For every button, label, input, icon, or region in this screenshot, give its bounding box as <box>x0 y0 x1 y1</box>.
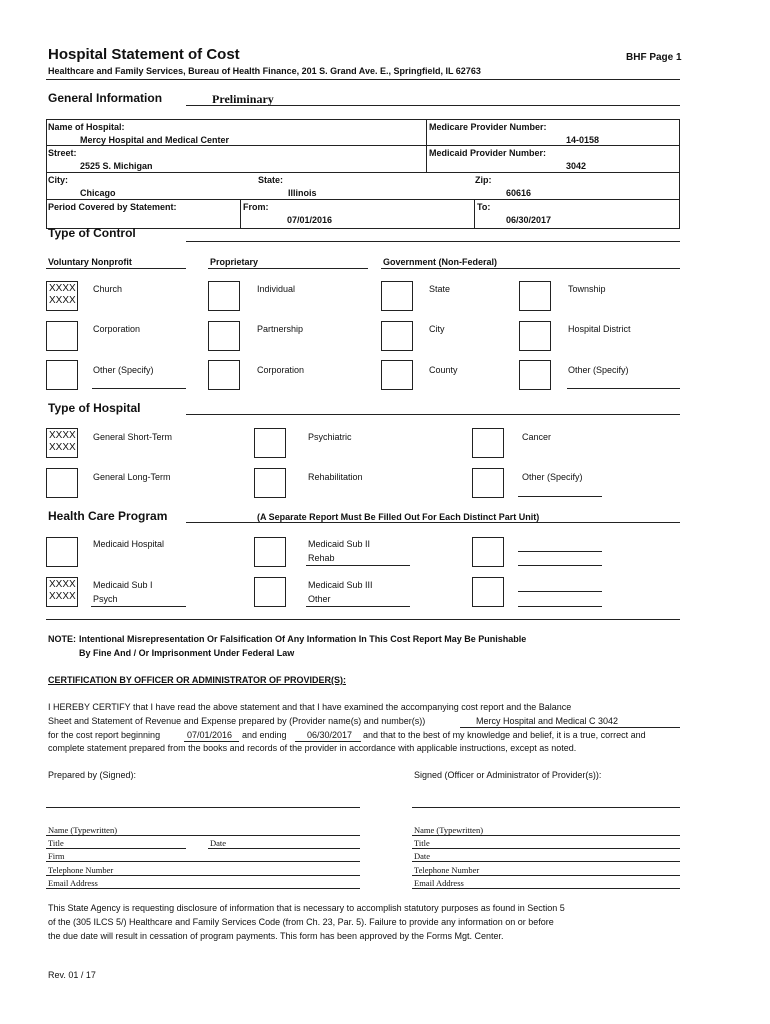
left-name-label: Name (Typewritten) <box>48 825 118 835</box>
city-value[interactable]: Chicago <box>80 188 116 198</box>
option-individual: Individual <box>257 284 296 294</box>
checkbox-program-blank-2[interactable] <box>472 577 504 607</box>
other-specify-line[interactable] <box>567 388 680 389</box>
header-rule <box>46 79 680 80</box>
option-partnership: Partnership <box>257 324 304 334</box>
cert-line-4: complete statement prepared from the books and records of the provider in accordance with applicable instructions, except as noted. <box>48 743 577 753</box>
option-general-long-term: General Long-Term <box>93 472 171 482</box>
checkbox-other-government[interactable] <box>519 360 551 390</box>
option-state: State <box>429 284 451 294</box>
checkbox-church[interactable] <box>46 281 78 311</box>
checkbox-individual[interactable] <box>208 281 240 311</box>
check-mark: XXXX <box>49 430 76 441</box>
medicaid-label: Medicaid Provider Number: <box>429 148 547 158</box>
proprietary-label: Proprietary <box>210 257 259 267</box>
medicaid-sub-i-value[interactable]: Psych <box>93 594 118 604</box>
revision-label: Rev. 01 / 17 <box>48 970 96 980</box>
cert-line-3c: and that to the best of my knowledge and belief, it is a true, correct and <box>363 730 646 740</box>
option-church: Church <box>93 284 123 294</box>
right-name-label: Name (Typewritten) <box>414 825 484 835</box>
general-info-rule <box>186 105 680 106</box>
note-label: NOTE: <box>48 634 76 644</box>
program-blank-line[interactable] <box>518 591 602 592</box>
checkbox-psychiatric[interactable] <box>254 428 286 458</box>
left-date-line[interactable] <box>208 848 360 849</box>
checkbox-general-short-term[interactable] <box>46 428 78 458</box>
other-specify-line[interactable] <box>518 496 602 497</box>
city-label: City: <box>48 175 68 185</box>
checkbox-medicaid-hospital[interactable] <box>46 537 78 567</box>
right-date-label: Date <box>414 851 431 861</box>
provider-name-field[interactable]: Mercy Hospital and Medical C 3042 <box>476 716 619 726</box>
left-firm-line[interactable] <box>46 861 360 862</box>
right-title-line[interactable] <box>412 848 680 849</box>
right-name-line[interactable] <box>412 835 680 836</box>
type-of-control-rule <box>186 241 680 242</box>
left-email-line[interactable] <box>46 888 360 889</box>
checkbox-cancer[interactable] <box>472 428 504 458</box>
note-line-1: Intentional Misrepresentation Or Falsification Of Any Information In This Cost Report May Be Punishable <box>79 634 527 644</box>
checkbox-rehabilitation[interactable] <box>254 468 286 498</box>
right-phone-label: Telephone Number <box>414 865 480 875</box>
hospital-name-label: Name of Hospital: <box>48 122 125 132</box>
right-date-line[interactable] <box>412 861 680 862</box>
general-info-heading: General Information <box>48 91 163 105</box>
left-firm-label: Firm <box>48 851 65 861</box>
form-title: Hospital Statement of Cost <box>48 46 240 63</box>
to-date[interactable]: 06/30/2017 <box>506 215 552 225</box>
left-title-line[interactable] <box>46 848 186 849</box>
checkbox-medicaid-sub-iii[interactable] <box>254 577 286 607</box>
option-psychiatric: Psychiatric <box>308 432 352 442</box>
left-email-label: Email Address <box>48 878 98 888</box>
right-email-line[interactable] <box>412 888 680 889</box>
checkbox-other-hospital[interactable] <box>472 468 504 498</box>
zip-value[interactable]: 60616 <box>506 188 532 198</box>
medicaid-sub-iii-value[interactable]: Other <box>308 594 331 604</box>
voluntary-nonprofit-label: Voluntary Nonprofit <box>48 257 132 267</box>
option-corporation-nonprofit: Corporation <box>93 324 141 334</box>
end-date-field[interactable]: 06/30/2017 <box>307 730 353 740</box>
checkbox-state[interactable] <box>381 281 413 311</box>
medicare-number[interactable]: 14-0158 <box>566 135 600 145</box>
check-mark: XXXX <box>49 295 76 306</box>
other-specify-line[interactable] <box>92 388 186 389</box>
left-phone-line[interactable] <box>46 875 360 876</box>
checkbox-hospital-district[interactable] <box>519 321 551 351</box>
form-subtitle: Healthcare and Family Services, Bureau of Health Finance, 201 S. Grand Ave. E., Springfield, IL 62763 <box>48 66 481 76</box>
period-label: Period Covered by Statement: <box>48 202 177 212</box>
cert-line-3a: for the cost report beginning <box>48 730 161 740</box>
section-divider <box>46 619 680 620</box>
left-title-label: Title <box>48 838 64 848</box>
program-blank-line[interactable] <box>518 551 602 552</box>
medicaid-number[interactable]: 3042 <box>566 161 587 171</box>
option-other-nonprofit: Other (Specify) <box>93 365 154 375</box>
option-city: City <box>429 324 445 334</box>
right-title-label: Title <box>414 838 430 848</box>
government-label: Government (Non-Federal) <box>383 257 498 267</box>
type-of-hospital-rule <box>186 414 680 415</box>
left-name-line[interactable] <box>46 835 360 836</box>
option-corporation-proprietary: Corporation <box>257 365 305 375</box>
option-medicaid-hospital: Medicaid Hospital <box>93 539 165 549</box>
check-mark: XXXX <box>49 579 76 590</box>
note-line-2: By Fine And / Or Imprisonment Under Federal Law <box>79 648 295 658</box>
option-medicaid-sub-ii: Medicaid Sub II <box>308 539 371 549</box>
disclosure-line-3: the due date will result in cessation of program payments. This form has been approved by the Forms Mgt. Center. <box>48 931 504 941</box>
option-county: County <box>429 365 458 375</box>
to-label: To: <box>477 202 491 212</box>
checkbox-county[interactable] <box>381 360 413 390</box>
from-date[interactable]: 07/01/2016 <box>287 215 333 225</box>
state-value[interactable]: Illinois <box>288 188 317 198</box>
option-rehabilitation: Rehabilitation <box>308 472 363 482</box>
check-mark: XXXX <box>49 283 76 294</box>
from-label: From: <box>243 202 269 212</box>
checkbox-city[interactable] <box>381 321 413 351</box>
cert-line-2: Sheet and Statement of Revenue and Expense prepared by (Provider name(s) and number(s)) <box>48 716 426 726</box>
checkbox-other-nonprofit[interactable] <box>46 360 78 390</box>
street-label: Street: <box>48 148 77 158</box>
health-care-program-rule <box>186 522 680 523</box>
checkbox-medicaid-sub-ii[interactable] <box>254 537 286 567</box>
checkbox-program-blank-1[interactable] <box>472 537 504 567</box>
option-hospital-district: Hospital District <box>568 324 631 334</box>
medicare-label: Medicare Provider Number: <box>429 122 547 132</box>
left-date-label: Date <box>210 838 227 848</box>
distinct-part-note: (A Separate Report Must Be Filled Out For Each Distinct Part Unit) <box>257 512 540 522</box>
checkbox-medicaid-sub-i[interactable] <box>46 577 78 607</box>
checkbox-partnership[interactable] <box>208 321 240 351</box>
begin-date-field[interactable]: 07/01/2016 <box>187 730 233 740</box>
hospital-name-value[interactable]: Mercy Hospital and Medical Center <box>80 135 230 145</box>
prepared-signature-line[interactable] <box>46 807 360 808</box>
check-mark: XXXX <box>49 442 76 453</box>
program-blank-line[interactable] <box>518 606 602 607</box>
cert-line-1: I HEREBY CERTIFY that I have read the above statement and that I have examined the accompanying cost report and the Balance <box>48 702 572 712</box>
zip-label: Zip: <box>475 175 492 185</box>
right-phone-line[interactable] <box>412 875 680 876</box>
medicaid-sub-ii-value[interactable]: Rehab <box>308 553 335 563</box>
left-phone-label: Telephone Number <box>48 865 114 875</box>
prepared-by-label: Prepared by (Signed): <box>48 770 137 780</box>
status-preliminary[interactable]: Preliminary <box>212 92 274 106</box>
checkbox-township[interactable] <box>519 281 551 311</box>
type-of-hospital-heading: Type of Hospital <box>48 401 141 415</box>
program-blank-line[interactable] <box>518 565 602 566</box>
option-cancer: Cancer <box>522 432 552 442</box>
right-email-label: Email Address <box>414 878 464 888</box>
page-label: BHF Page 1 <box>626 52 682 63</box>
option-other-hospital: Other (Specify) <box>522 472 583 482</box>
disclosure-line-2: of the (305 ILCS 5/) Healthcare and Family Services Code (from Ch. 23, Par. 5). Failure to provide any information on or before <box>48 917 554 927</box>
type-of-control-heading: Type of Control <box>48 226 136 240</box>
certification-heading: CERTIFICATION BY OFFICER OR ADMINISTRATOR OF PROVIDER(S): <box>48 675 346 685</box>
checkbox-corporation-nonprofit[interactable] <box>46 321 78 351</box>
cert-line-3b: and ending <box>242 730 287 740</box>
officer-signature-line[interactable] <box>412 807 680 808</box>
option-general-short-term: General Short-Term <box>93 432 173 442</box>
checkbox-general-long-term[interactable] <box>46 468 78 498</box>
street-value[interactable]: 2525 S. Michigan <box>80 161 153 171</box>
disclosure-line-1: This State Agency is requesting disclosure of information that is necessary to accomplish statutory purposes as found in Section 5 <box>48 903 565 913</box>
option-township: Township <box>568 284 606 294</box>
checkbox-corporation-proprietary[interactable] <box>208 360 240 390</box>
state-label: State: <box>258 175 284 185</box>
signed-by-label: Signed (Officer or Administrator of Provider(s)): <box>414 770 602 780</box>
option-medicaid-sub-i: Medicaid Sub I <box>93 580 153 590</box>
check-mark: XXXX <box>49 591 76 602</box>
option-medicaid-sub-iii: Medicaid Sub III <box>308 580 373 590</box>
health-care-program-heading: Health Care Program <box>48 509 168 523</box>
option-other-government: Other (Specify) <box>568 365 629 375</box>
